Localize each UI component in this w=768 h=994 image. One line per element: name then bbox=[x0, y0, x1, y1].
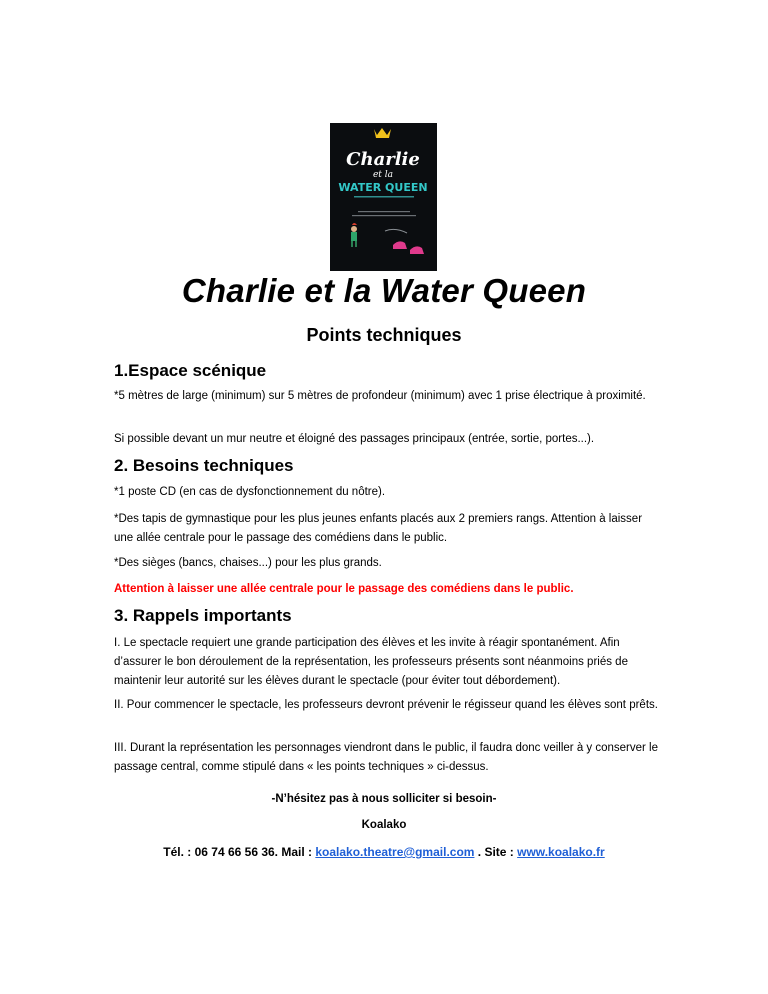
poster-artwork bbox=[330, 123, 437, 271]
company-name: Koalako bbox=[361, 819, 407, 831]
paragraph: Si possible devant un mur neutre et éloigné des passages principaux (entrée, sortie, portes...). bbox=[114, 433, 595, 445]
poster-title-line1: Charlie bbox=[346, 149, 420, 170]
contact-line bbox=[0, 845, 768, 859]
paragraph: I. Le spectacle requiert une grande participation des élèves et les invite à réagir spontanément. Afin d’assurer le bon déroulement de la représentation, les professeurs présents sont néanmoins priés de maintenir leur autorité sur les élèves durant le spectacle (pour éviter tout débordement). bbox=[114, 637, 628, 687]
poster-title-line2: et la bbox=[372, 170, 394, 180]
paragraph: III. Durant la représentation les personnages viendront dans le public, il faudra donc veiller à y conserver le passage central, comme stipulé dans « les points techniques » ci-dessus. bbox=[114, 742, 658, 773]
paragraph: *Des sièges (bancs, chaises...) pour les plus grands. bbox=[114, 557, 382, 569]
warning-text: Attention à laisser une allée centrale pour le passage des comédiens dans le public. bbox=[114, 583, 574, 595]
section-heading-rappels: 3. Rappels importants bbox=[114, 606, 292, 625]
paragraph: II. Pour commencer le spectacle, les professeurs devront prévenir le régisseur quand les élèves sont prêts. bbox=[114, 699, 658, 711]
document-title: Charlie et la Water Queen bbox=[181, 272, 587, 309]
paragraph: *1 poste CD (en cas de dysfonctionnement du nôtre). bbox=[114, 486, 386, 498]
show-poster-image bbox=[330, 123, 437, 271]
document-subtitle: Points techniques bbox=[306, 325, 462, 345]
poster-title-line3: WATER QUEEN bbox=[338, 181, 428, 194]
website-link[interactable]: www.koalako.fr bbox=[517, 845, 605, 859]
paragraph: *Des tapis de gymnastique pour les plus jeunes enfants placés aux 2 premiers rangs. Attention à laisser une allée centrale pour le passage des comédiens dans le public. bbox=[114, 513, 643, 544]
site-label: . Site : bbox=[474, 845, 518, 859]
phone-mail-label: Tél. : 06 74 66 56 36. Mail : bbox=[163, 845, 316, 859]
paragraph: *5 mètres de large (minimum) sur 5 mètres de profondeur (minimum) avec 1 prise électrique à proximité. bbox=[114, 390, 646, 402]
email-link[interactable]: koalako.theatre@gmail.com bbox=[315, 845, 475, 859]
section-heading-besoins: 2. Besoins techniques bbox=[114, 456, 294, 475]
section-heading-espace: 1.Espace scénique bbox=[114, 361, 267, 380]
footer-note: -N’hésitez pas à nous solliciter si besoin- bbox=[271, 793, 497, 805]
